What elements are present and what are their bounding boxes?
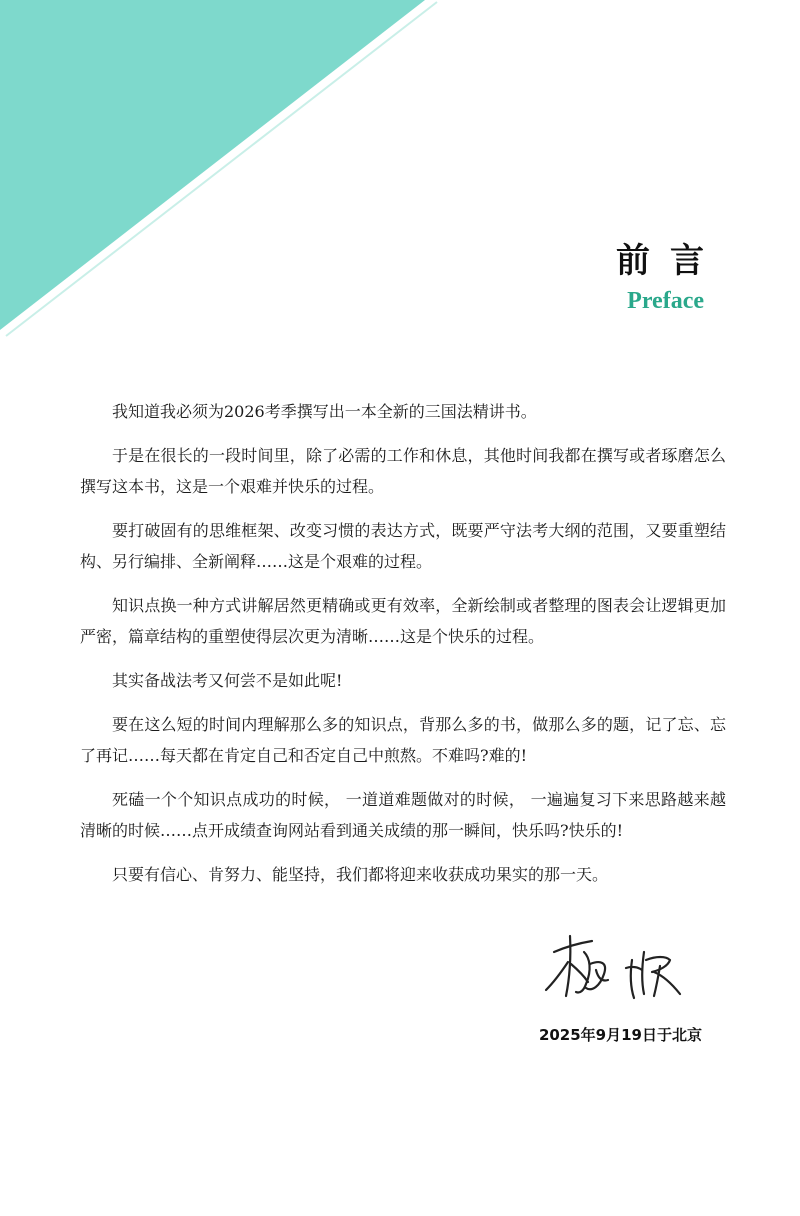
date-signature-line: 2025年9月19日于北京 — [538, 1026, 702, 1044]
corner-triangle-decoration — [0, 0, 440, 340]
preface-body — [80, 396, 726, 903]
paragraph: 知识点换一种方式讲解居然更精确或更有效率，全新绘制或者整理的图表会让逻辑更加严密，篇章结构的重塑使得层次更为清晰……这是个快乐的过程。 — [80, 596, 726, 646]
paragraph: 只要有信心、肯努力、能坚持，我们都将迎来收获成功果实的那一天。 — [112, 865, 609, 884]
heading-title-en: Preface — [627, 288, 704, 314]
paragraph: 要打破固有的思维框架、改变习惯的表达方式，既要严守法考大纲的范围，又要重塑结构、另行编排、全新阐释……这是个艰难的过程。 — [80, 521, 726, 571]
paragraph: 我知道我必须为2026考季撰写出一本全新的三国法精讲书。 — [112, 402, 537, 421]
paragraph: 要在这么短的时间内理解那么多的知识点，背那么多的书，做那么多的题，记了忘、忘了再记……每天都在肯定自己和否定自己中煎熬。不难吗?难的! — [80, 715, 726, 765]
preface-heading — [616, 238, 724, 316]
paragraph: 于是在很长的一段时间里，除了必需的工作和休息，其他时间我都在撰写或者琢磨怎么撰写这本书，这是一个艰难并快乐的过程。 — [80, 446, 726, 496]
corner-triangle — [0, 0, 425, 330]
paragraph: 其实备战法考又何尝不是如此呢! — [112, 671, 343, 690]
handwritten-signature-icon — [540, 930, 700, 1012]
heading-title-cn: 前言 — [616, 241, 724, 281]
paragraph: 死磕一个个知识点成功的时候， 一道道难题做对的时候， 一遍遍复习下来思路越来越清晰的时候……点开成绩查询网站看到通关成绩的那一瞬间，快乐吗?快乐的! — [80, 790, 726, 840]
